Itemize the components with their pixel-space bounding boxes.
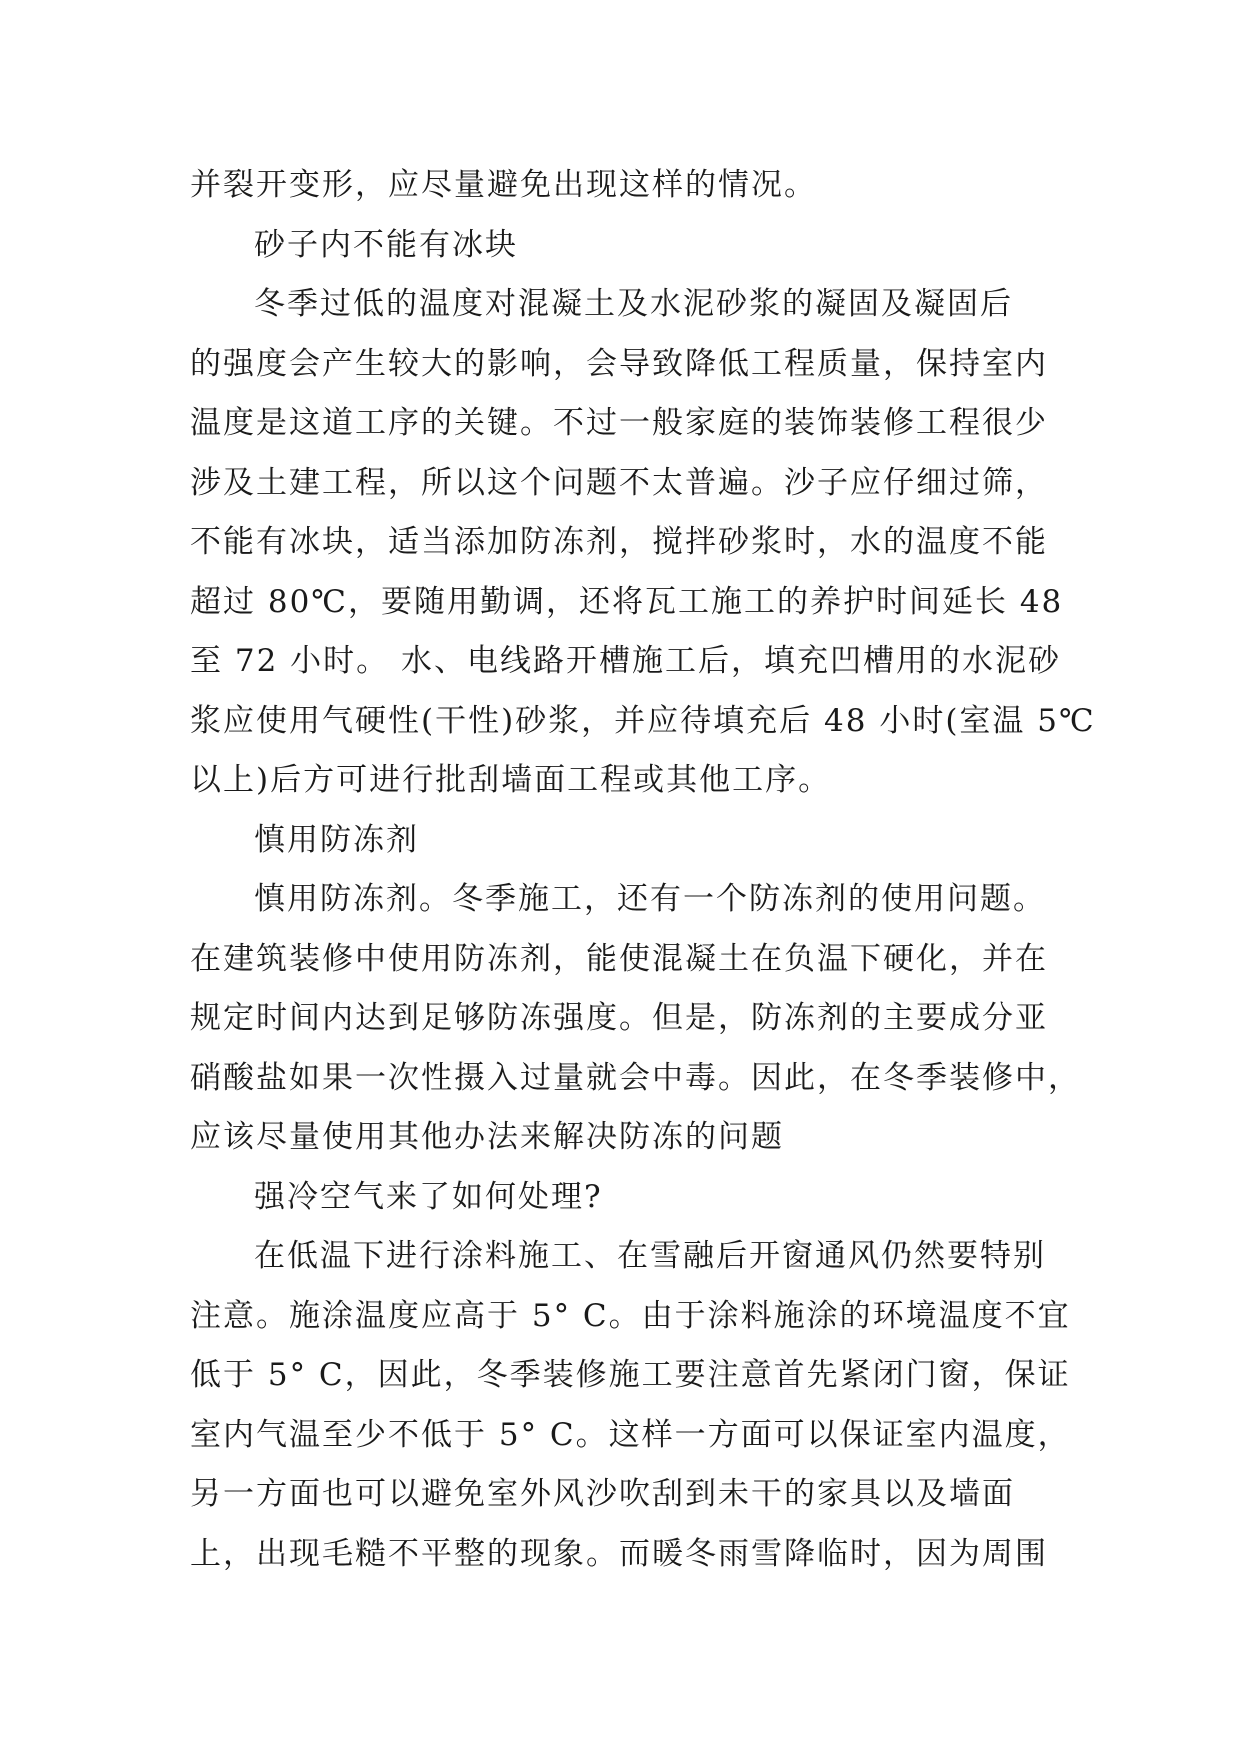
text-line: 至 72 小时。 水、电线路开槽施工后，填充凹槽用的水泥砂 <box>190 643 1062 679</box>
text-line: 规定时间内达到足够防冻强度。但是，防冻剂的主要成分亚 <box>190 1000 1048 1036</box>
section-heading: 强冷空气来了如何处理? <box>254 1178 603 1215</box>
text-line: 在建筑装修中使用防冻剂，能使混凝土在负温下硬化，并在 <box>190 940 1048 977</box>
text-line: 超过 80℃，要随用勤调，还将瓦工施工的养护时间延长 48 <box>190 583 1064 620</box>
section-heading: 砂子内不能有冰块 <box>254 226 518 263</box>
text-line: 注意。施涂温度应高于 5° C。由于涂料施涂的环境温度不宜 <box>190 1297 1071 1334</box>
text-line: 涉及土建工程，所以这个问题不太普遍。沙子应仔细过筛， <box>190 464 1048 501</box>
text-line: 的强度会产生较大的影响，会导致降低工程质量，保持室内 <box>190 345 1048 382</box>
text-line: 慎用防冻剂。冬季施工，还有一个防冻剂的使用问题。 <box>254 881 1046 917</box>
text-line: 室内气温至少不低于 5° C。这样一方面可以保证室内温度， <box>190 1416 1071 1453</box>
text-line: 低于 5° C，因此，冬季装修施工要注意首先紧闭门窗，保证 <box>190 1357 1071 1393</box>
text-line: 应该尽量使用其他办法来解决防冻的问题 <box>190 1119 784 1155</box>
text-line: 上，出现毛糙不平整的现象。而暖冬雨雪降临时，因为周围 <box>190 1535 1048 1572</box>
text-line: 不能有冰块，适当添加防冻剂，搅拌砂浆时，水的温度不能 <box>190 524 1048 560</box>
text-line: 在低温下进行涂料施工、在雪融后开窗通风仍然要特别 <box>254 1238 1046 1274</box>
text-line: 浆应使用气硬性(干性)砂浆，并应待填充后 48 小时(室温 5℃ <box>190 702 1096 739</box>
text-line: 硝酸盐如果一次性摄入过量就会中毒。因此，在冬季装修中， <box>190 1059 1081 1096</box>
text-line: 冬季过低的温度对混凝土及水泥砂浆的凝固及凝固后 <box>254 286 1013 322</box>
document-body <box>190 156 1096 1584</box>
text-line: 以上)后方可进行批刮墙面工程或其他工序。 <box>190 762 832 798</box>
section-heading: 慎用防冻剂 <box>254 821 419 858</box>
text-line: 并裂开变形，应尽量避免出现这样的情况。 <box>190 167 817 203</box>
text-line: 另一方面也可以避免室外风沙吹刮到未干的家具以及墙面 <box>190 1476 1015 1512</box>
text-line: 温度是这道工序的关键。不过一般家庭的装饰装修工程很少 <box>190 405 1048 441</box>
